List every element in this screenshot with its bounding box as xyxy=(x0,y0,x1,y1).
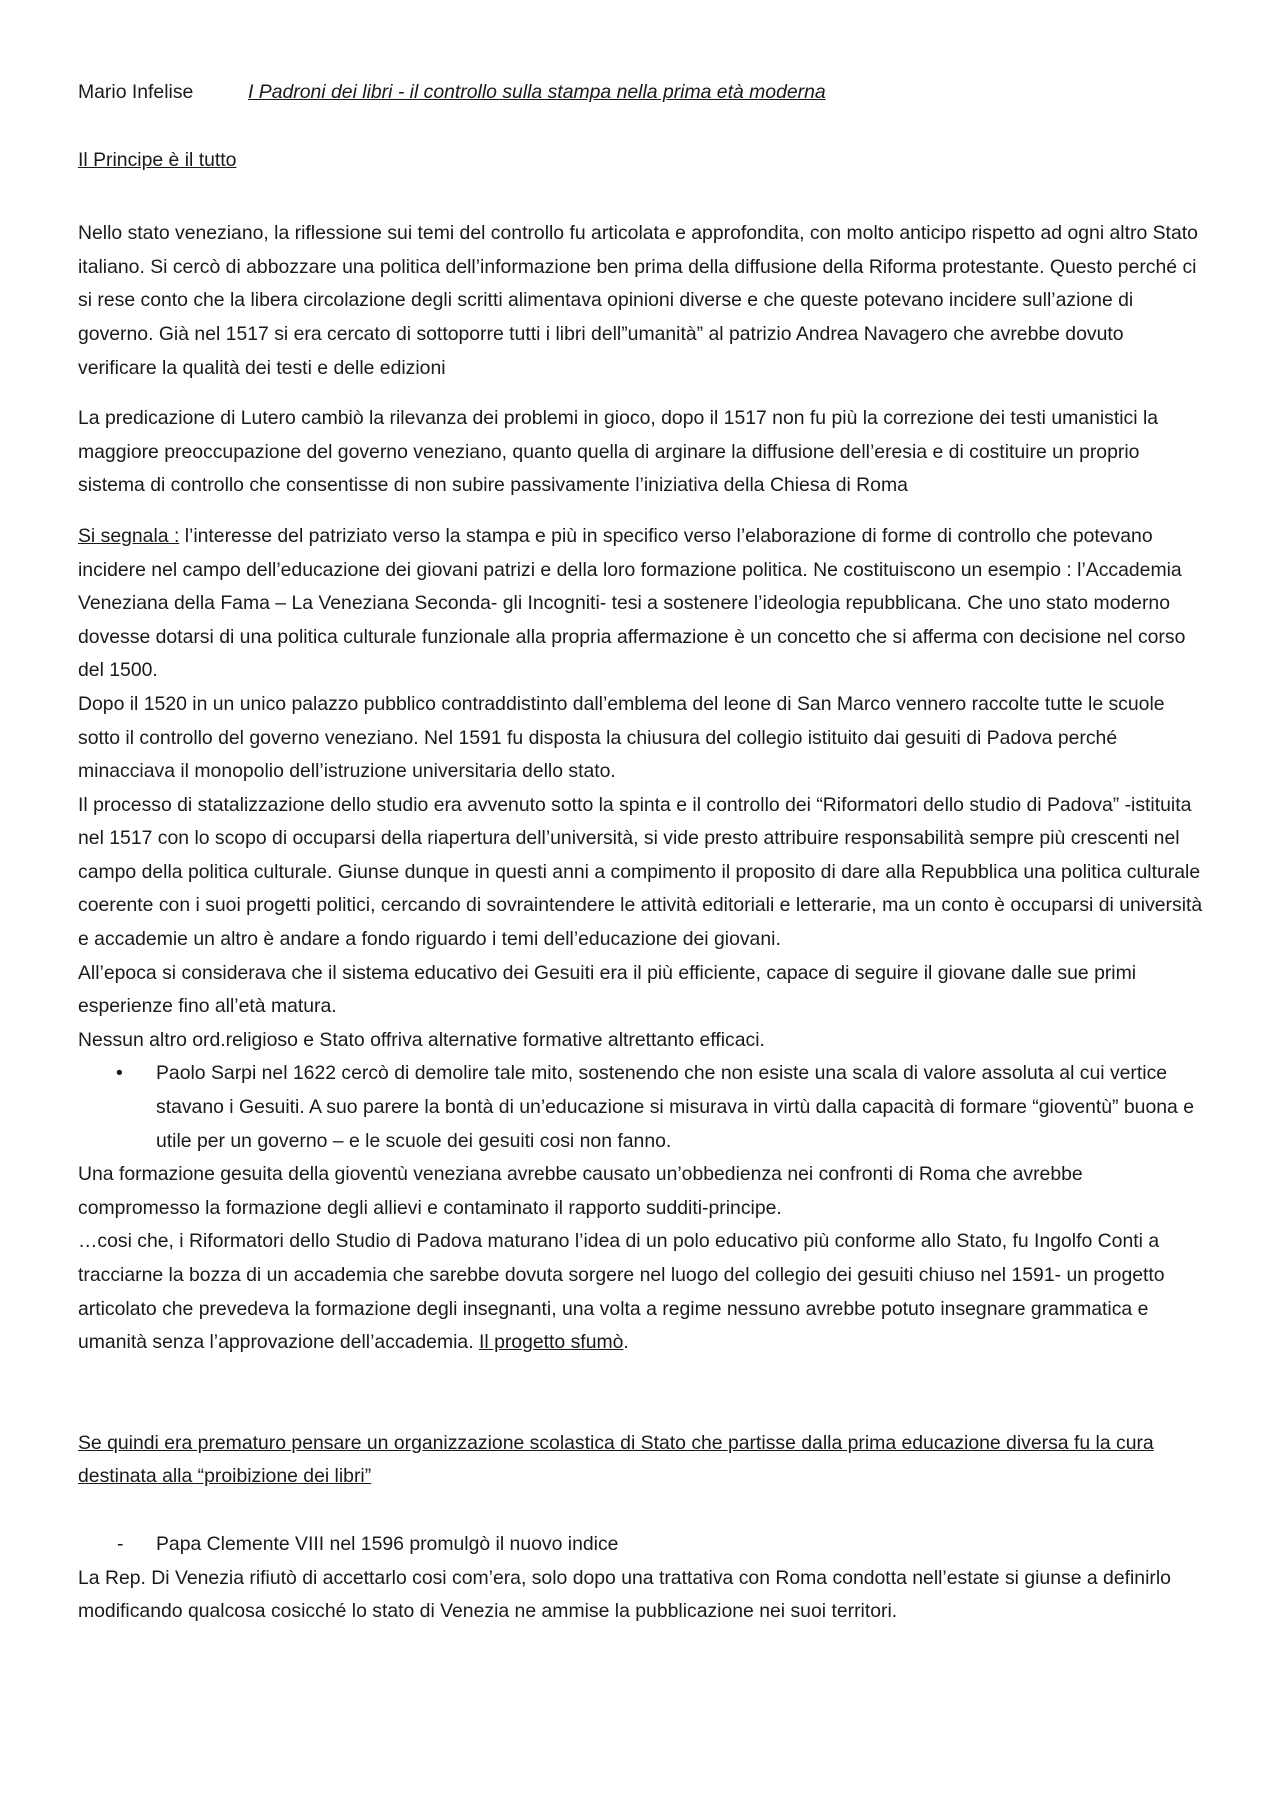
bullet-list xyxy=(78,1057,1206,1158)
section-title: Il Principe è il tutto xyxy=(78,148,237,171)
project-failed-note: Il progetto sfumò xyxy=(478,1331,624,1354)
sentence-period: . xyxy=(623,1331,629,1354)
section-spacer xyxy=(78,1360,1206,1427)
paragraph-jesuit-system: All’epoca si considerava che il sistema educativo dei Gesuiti era il più efficiente, capace di seguire il giovane dalle sue primi esperienze fino all’età matura. xyxy=(78,961,1137,1018)
paragraph-final: La Rep. Di Venezia rifiutò di accettarlo cosi com’era, solo dopo una trattativa con Roma condotta nell’estate si giunse a definirlo modificando qualcosa cosicché lo stato di Venezia ne ammise la pubblicazione nei suoi territori. xyxy=(78,1566,1171,1623)
bullet-marker: • xyxy=(116,1062,123,1085)
list-item-text: Paolo Sarpi nel 1622 cercò di demolire tale mito, sostenendo che non esiste una scala di valore assoluta al cui vertice stavano i Gesuiti. A suo parere la bontà di un’educazione si misurava in virtù dalla capacità di formare “gioventù” buona e utile per un governo – e le scuole dei gesuiti cosi non fanno. xyxy=(156,1062,1194,1152)
book-title: I Padroni dei libri - il controllo sulla stampa nella prima età moderna xyxy=(248,81,826,103)
list-item-text: Papa Clemente VIII nel 1596 promulgò il nuovo indice xyxy=(156,1532,619,1555)
list-item xyxy=(78,1057,1206,1158)
paragraph-riformatori-text: …cosi che, i Riformatori dello Studio di Padova maturano l’idea di un polo educativo più conforme allo Stato, fu Ingolfo Conti a tracciarne la bozza di un accademia che sarebbe dovuta sorgere nel luogo del collegio dei gesuiti chiuso nel 1591- un progetto articolato che prevedeva la formazione degli insegnanti, una volta a regime nessuno avrebbe potuto insegnare grammatica e umanità senza l’approvazione dell’accademia. xyxy=(78,1230,1165,1354)
paragraph-patriciate-text: l’interesse del patriziato verso la stampa e più in specifico verso l’elaborazione di forme di controllo che potevano incidere nel campo dell’educazione dei giovani patrizi e della loro formazione politica. Ne costituiscono un esempio : l’Accademia Veneziana della Fama – La Veneziana Seconda- gli Incogniti- tesi a sostenere l’ideologia repubblicana. Che uno stato moderno dovesse dotarsi di una politica culturale funzionale alla propria affermazione è un concetto che si afferma con decisione nel corso del 1500. xyxy=(78,524,1186,682)
closing-heading: Se quindi era prematuro pensare un organizzazione scolastica di Stato che partisse dalla prima educazione diversa fu la cura destinata alla “proibizione dei libri” xyxy=(78,1431,1154,1488)
paragraph-venetian-state: Nello stato veneziano, la riflessione sui temi del controllo fu articolata e approfondita, con molto anticipo rispetto ad ogni altro Stato italiano. Si cercò di abbozzare una politica dell’informazione ben prima della diffusione della Riforma protestante. Questo perché ci si rese conto che la libera circolazione degli scritti alimentava opinioni diverse e che queste potevano incidere sull’azione di governo. Già nel 1517 si era cercato di sottoporre tutti i libri dell”umanità” al patrizio Andrea Navagero che avrebbe dovuto verificare la qualità dei testi e delle edizioni xyxy=(78,222,1198,379)
paragraph-patriciate xyxy=(78,520,1206,688)
paragraph-luther: La predicazione di Lutero cambiò la rilevanza dei problemi in gioco, dopo il 1517 non fu più la correzione dei testi umanistici la maggiore preoccupazione del governo veneziano, quanto quella di arginare la diffusione dell’eresia e di costituire un proprio sistema di controllo che consentisse di non subire passivamente l’iniziativa della Chiesa di Roma xyxy=(78,407,1159,497)
paragraph-alternatives: Nessun altro ord.religioso e Stato offriva alternative formative altrettanto efficaci. xyxy=(78,1028,765,1051)
author-name: Mario Infelise xyxy=(78,81,194,103)
paragraph-statalization: Il processo di statalizzazione dello studio era avvenuto sotto la spinta e il controllo dei “Riformatori dello studio di Padova” -istituita nel 1517 con lo scopo di occuparsi della riapertura dell’università, si vide presto attribuire responsabilità sempre più crescenti nel campo della politica culturale. Giunse dunque in questi anni a compimento il proposito di dare alla Repubblica una politica culturale coerente con i suoi progetti politici, cercando di sovraintendere le attività editoriali e letterarie, ma un conto è occuparsi di università e accademie un altro è andare a fondo riguardo i temi dell’educazione dei giovani. xyxy=(78,793,1203,951)
dash-marker: - xyxy=(117,1532,124,1555)
paragraph-riformatori xyxy=(78,1225,1206,1359)
dash-list xyxy=(78,1528,1206,1562)
list-item xyxy=(78,1528,1206,1562)
note-label: Si segnala : xyxy=(78,524,180,547)
paragraph-jesuit-formation: Una formazione gesuita della gioventù veneziana avrebbe causato un’obbedienza nei confronti di Roma che avrebbe compromesso la formazione degli allievi e contaminato il rapporto sudditi-principe. xyxy=(78,1163,1083,1219)
document-header xyxy=(78,76,1206,110)
paragraph-schools: Dopo il 1520 in un unico palazzo pubblico contraddistinto dall’emblema del leone di San Marco vennero raccolte tutte le scuole sotto il controllo del governo veneziano. Nel 1591 fu disposta la chiusura del collegio istituito dai gesuiti di Padova perché minacciava il monopolio dell’istruzione universitaria dello stato. xyxy=(78,692,1165,783)
